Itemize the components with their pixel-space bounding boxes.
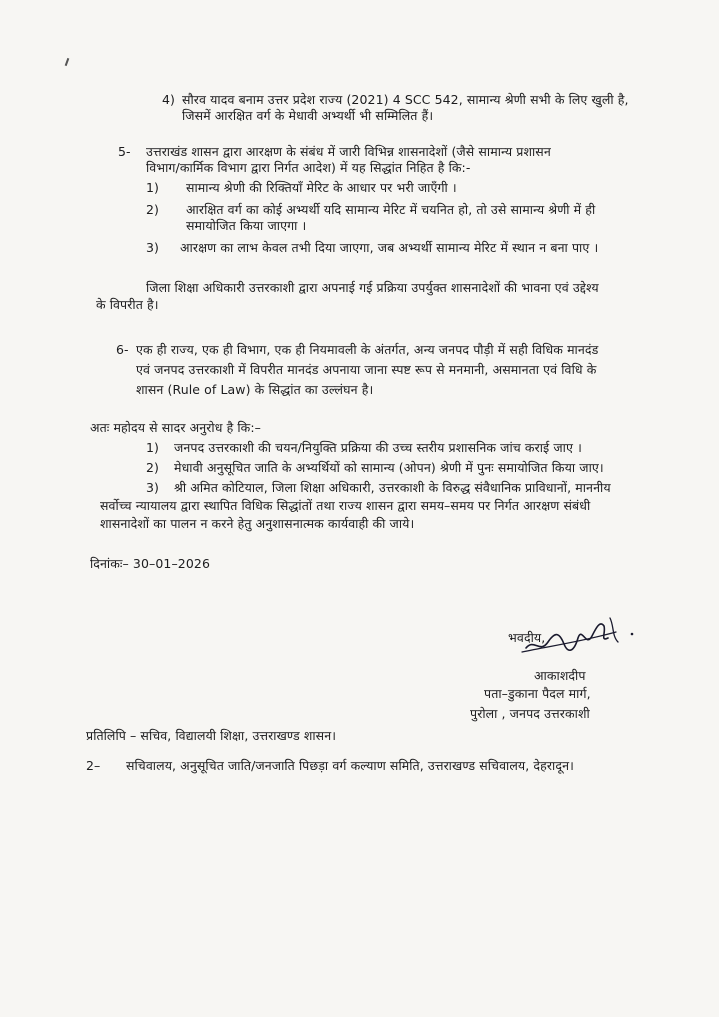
- item4-line: जिसमें आरक्षित वर्ग के मेधावी अभ्यर्थी भी सम्मिलित हैं।: [182, 108, 434, 123]
- point6-line: एवं जनपद उत्तरकाशी में विपरीत मानदंड अपनाया जाना स्पष्ट रूप से मनमानी, असमानता एवं विधि के: [136, 362, 597, 377]
- point5-sub-number: 1): [146, 180, 159, 195]
- request-intro: अतः महोदय से सादर अनुरोध है कि:–: [90, 420, 262, 435]
- copy-line: प्रतिलिपि – सचिव, विद्यालयी शिक्षा, उत्तराखण्ड शासन।: [86, 728, 337, 743]
- point5-conclusion: जिला शिक्षा अधिकारी उत्तरकाशी द्वारा अपनाई गई प्रक्रिया उपर्युक्त शासनादेशों की भावना एवं उद्देश्य: [146, 280, 599, 295]
- request-line: मेधावी अनुसूचित जाति के अभ्यर्थियों को सामान्य (ओपन) श्रेणी में पुनः समायोजित किया जाए।: [174, 460, 604, 475]
- point5-sub-line: सामान्य श्रेणी की रिक्तियाँ मेरिट के आधार पर भरी जाएँगी ।: [186, 180, 457, 195]
- point5-sub-line: आरक्षण का लाभ केवल तभी दिया जाएगा, जब अभ्यर्थी सामान्य मेरिट में स्थान न बना पाए ।: [180, 240, 599, 255]
- point5-sub-line: समायोजित किया जाएगा ।: [186, 218, 307, 233]
- signer-name: आकाशदीप: [534, 668, 586, 683]
- point6-line: एक ही राज्य, एक ही विभाग, एक ही नियमावली के अंतर्गत, अन्य जनपद पौड़ी में सही विधिक मानदंड: [136, 342, 599, 357]
- request-number: 1): [146, 440, 159, 455]
- request-line: जनपद उत्तरकाशी की चयन/नियुक्ति प्रक्रिया की उच्च स्तरीय प्रशासनिक जांच कराई जाए ।: [174, 440, 582, 455]
- point5-line: उत्तराखंड शासन द्वारा आरक्षण के संबंध में जारी विभिन्न शासनादेशों (जैसे सामान्य प्रशासन: [146, 144, 551, 159]
- closing: भवदीय,: [508, 630, 546, 645]
- point5-sub-number: 3): [146, 240, 159, 255]
- request-number: 3): [146, 480, 159, 495]
- request-line: श्री अमित कोटियाल, जिला शिक्षा अधिकारी, उत्तरकाशी के विरुद्ध संवैधानिक प्राविधानों, माननीय: [174, 480, 611, 495]
- request-line: शासनादेशों का पालन न करने हेतु अनुशासनात्मक कार्यवाही की जाये।: [100, 516, 415, 531]
- letter-date: दिनांकः– 30–01–2026: [90, 556, 211, 571]
- request-line: सर्वोच्च न्यायालय द्वारा स्थापित विधिक सिद्धांतों तथा राज्य शासन द्वारा समय–समय पर निर्गत आरक्षण संबंधी: [100, 498, 591, 513]
- point5-sub-number: 2): [146, 202, 159, 217]
- handwritten-signature: [520, 608, 640, 660]
- item4-number: 4): [162, 92, 175, 107]
- point5-number: 5-: [118, 144, 131, 159]
- point5-conclusion: के विपरीत है।: [96, 297, 159, 312]
- signer-address: पुरोला , जनपद उत्तरकाशी: [470, 706, 590, 721]
- point6-line: शासन (Rule of Law) के सिद्धांत का उल्लंघन है।: [136, 382, 374, 397]
- scan-mark: [65, 58, 70, 66]
- point5-line: विभाग/कार्मिक विभाग द्वारा निर्गत आदेश) में यह सिद्धांत निहित है कि:-: [146, 160, 471, 175]
- item4-line: सौरव यादव बनाम उत्तर प्रदेश राज्य (2021) 4 SCC 542, सामान्य श्रेणी सभी के लिए खुली है,: [182, 92, 629, 107]
- request-number: 2): [146, 460, 159, 475]
- point5-sub-line: आरक्षित वर्ग का कोई अभ्यर्थी यदि सामान्य मेरिट में चयनित हो, तो उसे सामान्य श्रेणी में ही: [186, 202, 596, 217]
- point6-number: 6-: [116, 342, 129, 357]
- signer-address: पता–डुकाना पैदल मार्ग,: [484, 686, 591, 701]
- copy-item-number: 2–: [86, 758, 101, 773]
- copy-item-text: सचिवालय, अनुसूचित जाति/जनजाति पिछड़ा वर्ग कल्याण समिति, उत्तराखण्ड सचिवालय, देहरादून।: [126, 758, 574, 773]
